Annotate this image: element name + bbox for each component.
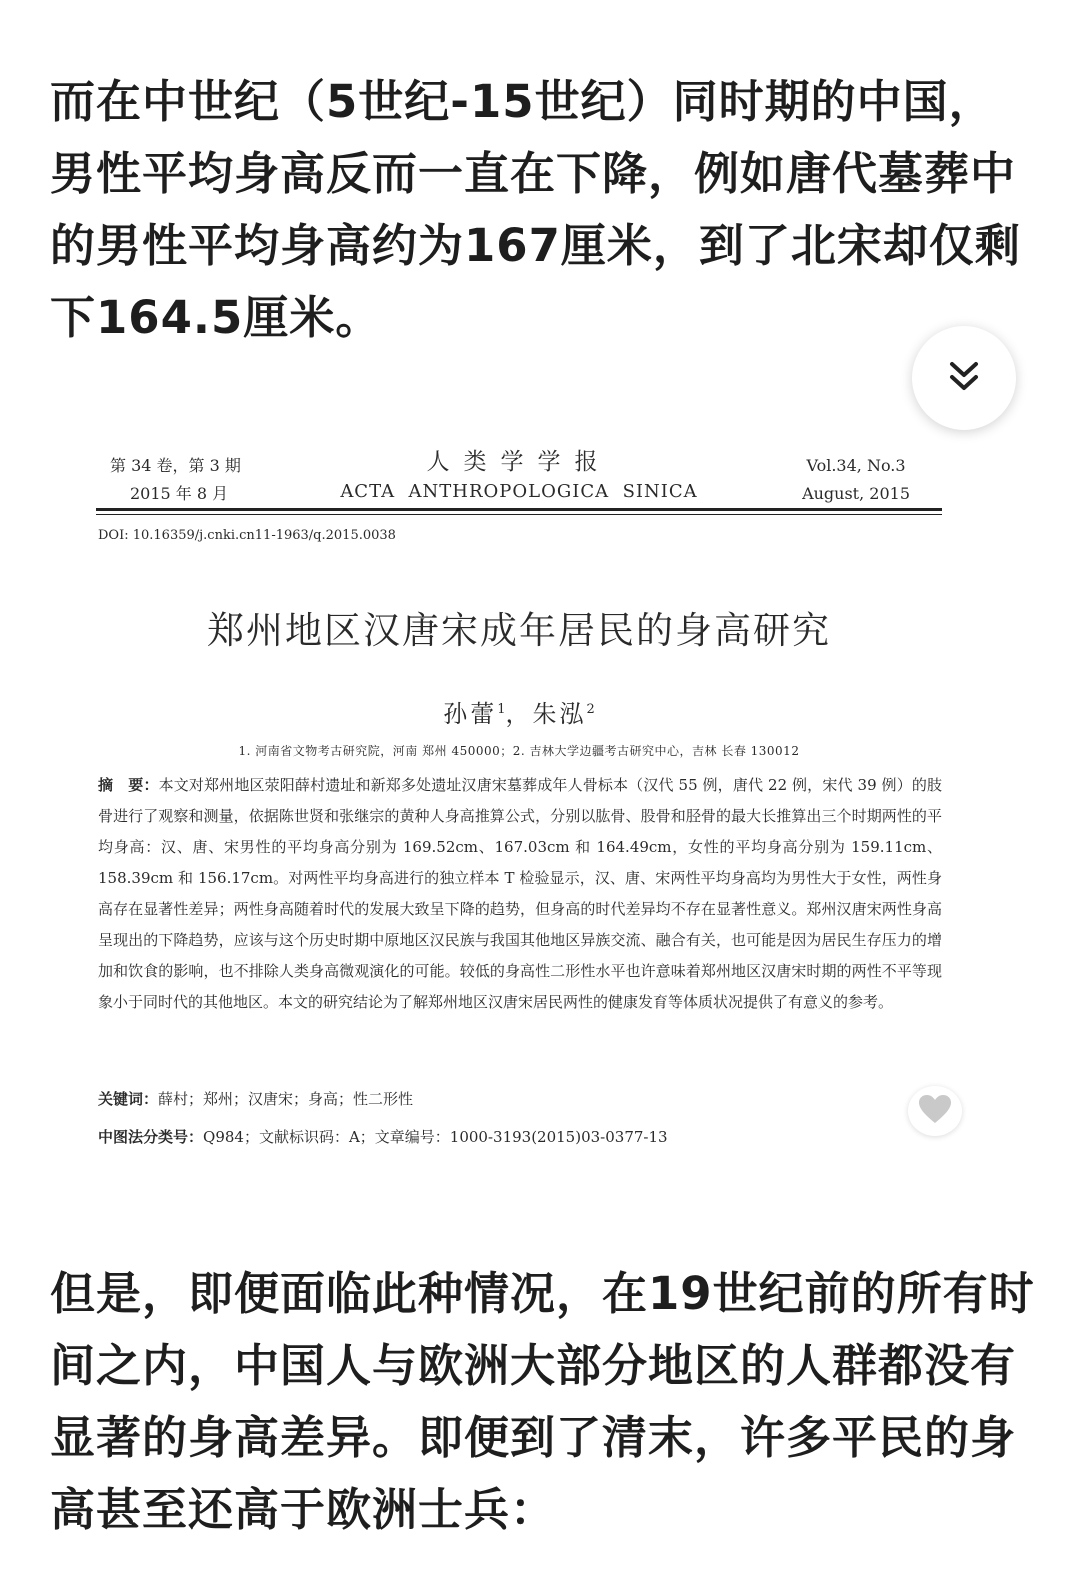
paper-title: 郑州地区汉唐宋成年居民的身高研究 <box>207 609 831 652</box>
collapse-button[interactable] <box>912 326 1016 430</box>
like-button[interactable] <box>908 1086 962 1136</box>
abstract-text: 本文对郑州地区荥阳薛村遗址和新郑多处遗址汉唐宋墓葬成年人骨标本（汉代 55 例，唐代 22 例，宋代 39 例）的肢骨进行了观察和测量，依据陈世贤和张继宗的黄种人身高推算公式，分别以肱骨、股骨和胫骨的最大长推算出三个时期两性的平均身高：汉、唐、宋男性的平均身高分别为 169.52cm、167.03cm 和 164.49cm，女性的平均身高分别为 159.11cm、158.39cm 和 156.17cm。对两性平均身高进行的独立样本 T 检验显示，汉、唐、宋两性平均身高均为男性大于女性，两性身高存在显著性差异；两性身高随着时代的发展大致呈下降的趋势，但身高的时代差异均不存在显著性意义。郑州汉唐宋两性身高呈现出的下降趋势，应该与这个历史时期中原地区汉民族与我国其他地区异族交流、融合有关，也可能是因为居民生存压力的增加和饮食的影响，也不排除人类身高微观演化的可能。较低的身高性二形性水平也许意味着郑州地区汉唐宋时期的两性不平等现象小于同时代的其他地区。本文的研究结论为了解郑州地区汉唐宋居民两性的健康发育等体质状况提供了有意义的参考。 <box>98 776 942 1011</box>
journal-name-en: ACTA ANTHROPOLOGICA SINICA <box>340 481 698 502</box>
paper-affiliations: 1. 河南省文物考古研究院，河南 郑州 450000；2. 吉林大学边疆考古研究中心，吉林 长春 130012 <box>238 744 800 758</box>
header-rule-thin <box>96 514 942 515</box>
paper-keywords: 关键词：薛村；郑州；汉唐宋；身高；性二形性 <box>98 1090 414 1108</box>
article-paragraph-2: 但是，即便面临此种情况，在19世纪前的所有时间之内，中国人与欧洲大部分地区的人群都没有显著的身高差异。即便到了清末，许多平民的身高甚至还高于欧洲士兵： <box>50 1267 1035 1536</box>
abstract-label: 摘 要： <box>98 776 159 794</box>
journal-name-cn: 人类学学报 <box>426 449 612 475</box>
journal-volume-info: Vol.34, No.3 August, 2015 <box>802 456 910 503</box>
paper-abstract <box>98 770 942 1018</box>
header-rule <box>96 508 942 511</box>
double-chevron-down-icon <box>944 356 984 400</box>
paper-authors: 孙蕾$^1$，朱泓$^2$ <box>443 700 595 728</box>
article-paragraph: 而在中世纪（5世纪-15世纪）同时期的中国，男性平均身高反而一直在下降，例如唐代墓葬中的男性平均身高约为167厘米，到了北宋却仅剩下164.5厘米。 <box>50 75 1021 344</box>
paper-screenshot <box>96 440 942 1160</box>
journal-issue-info: 第 34 卷，第 3 期 2015 年 8 月 <box>110 456 241 503</box>
paper-classification: 中图法分类号：Q984；文献标识码：A；文章编号：1000-3193(2015)03-0377-13 <box>98 1128 668 1146</box>
heart-icon <box>918 1094 952 1128</box>
doi: DOI: 10.16359/j.cnki.cn11-1963/q.2015.0038 <box>98 528 396 543</box>
